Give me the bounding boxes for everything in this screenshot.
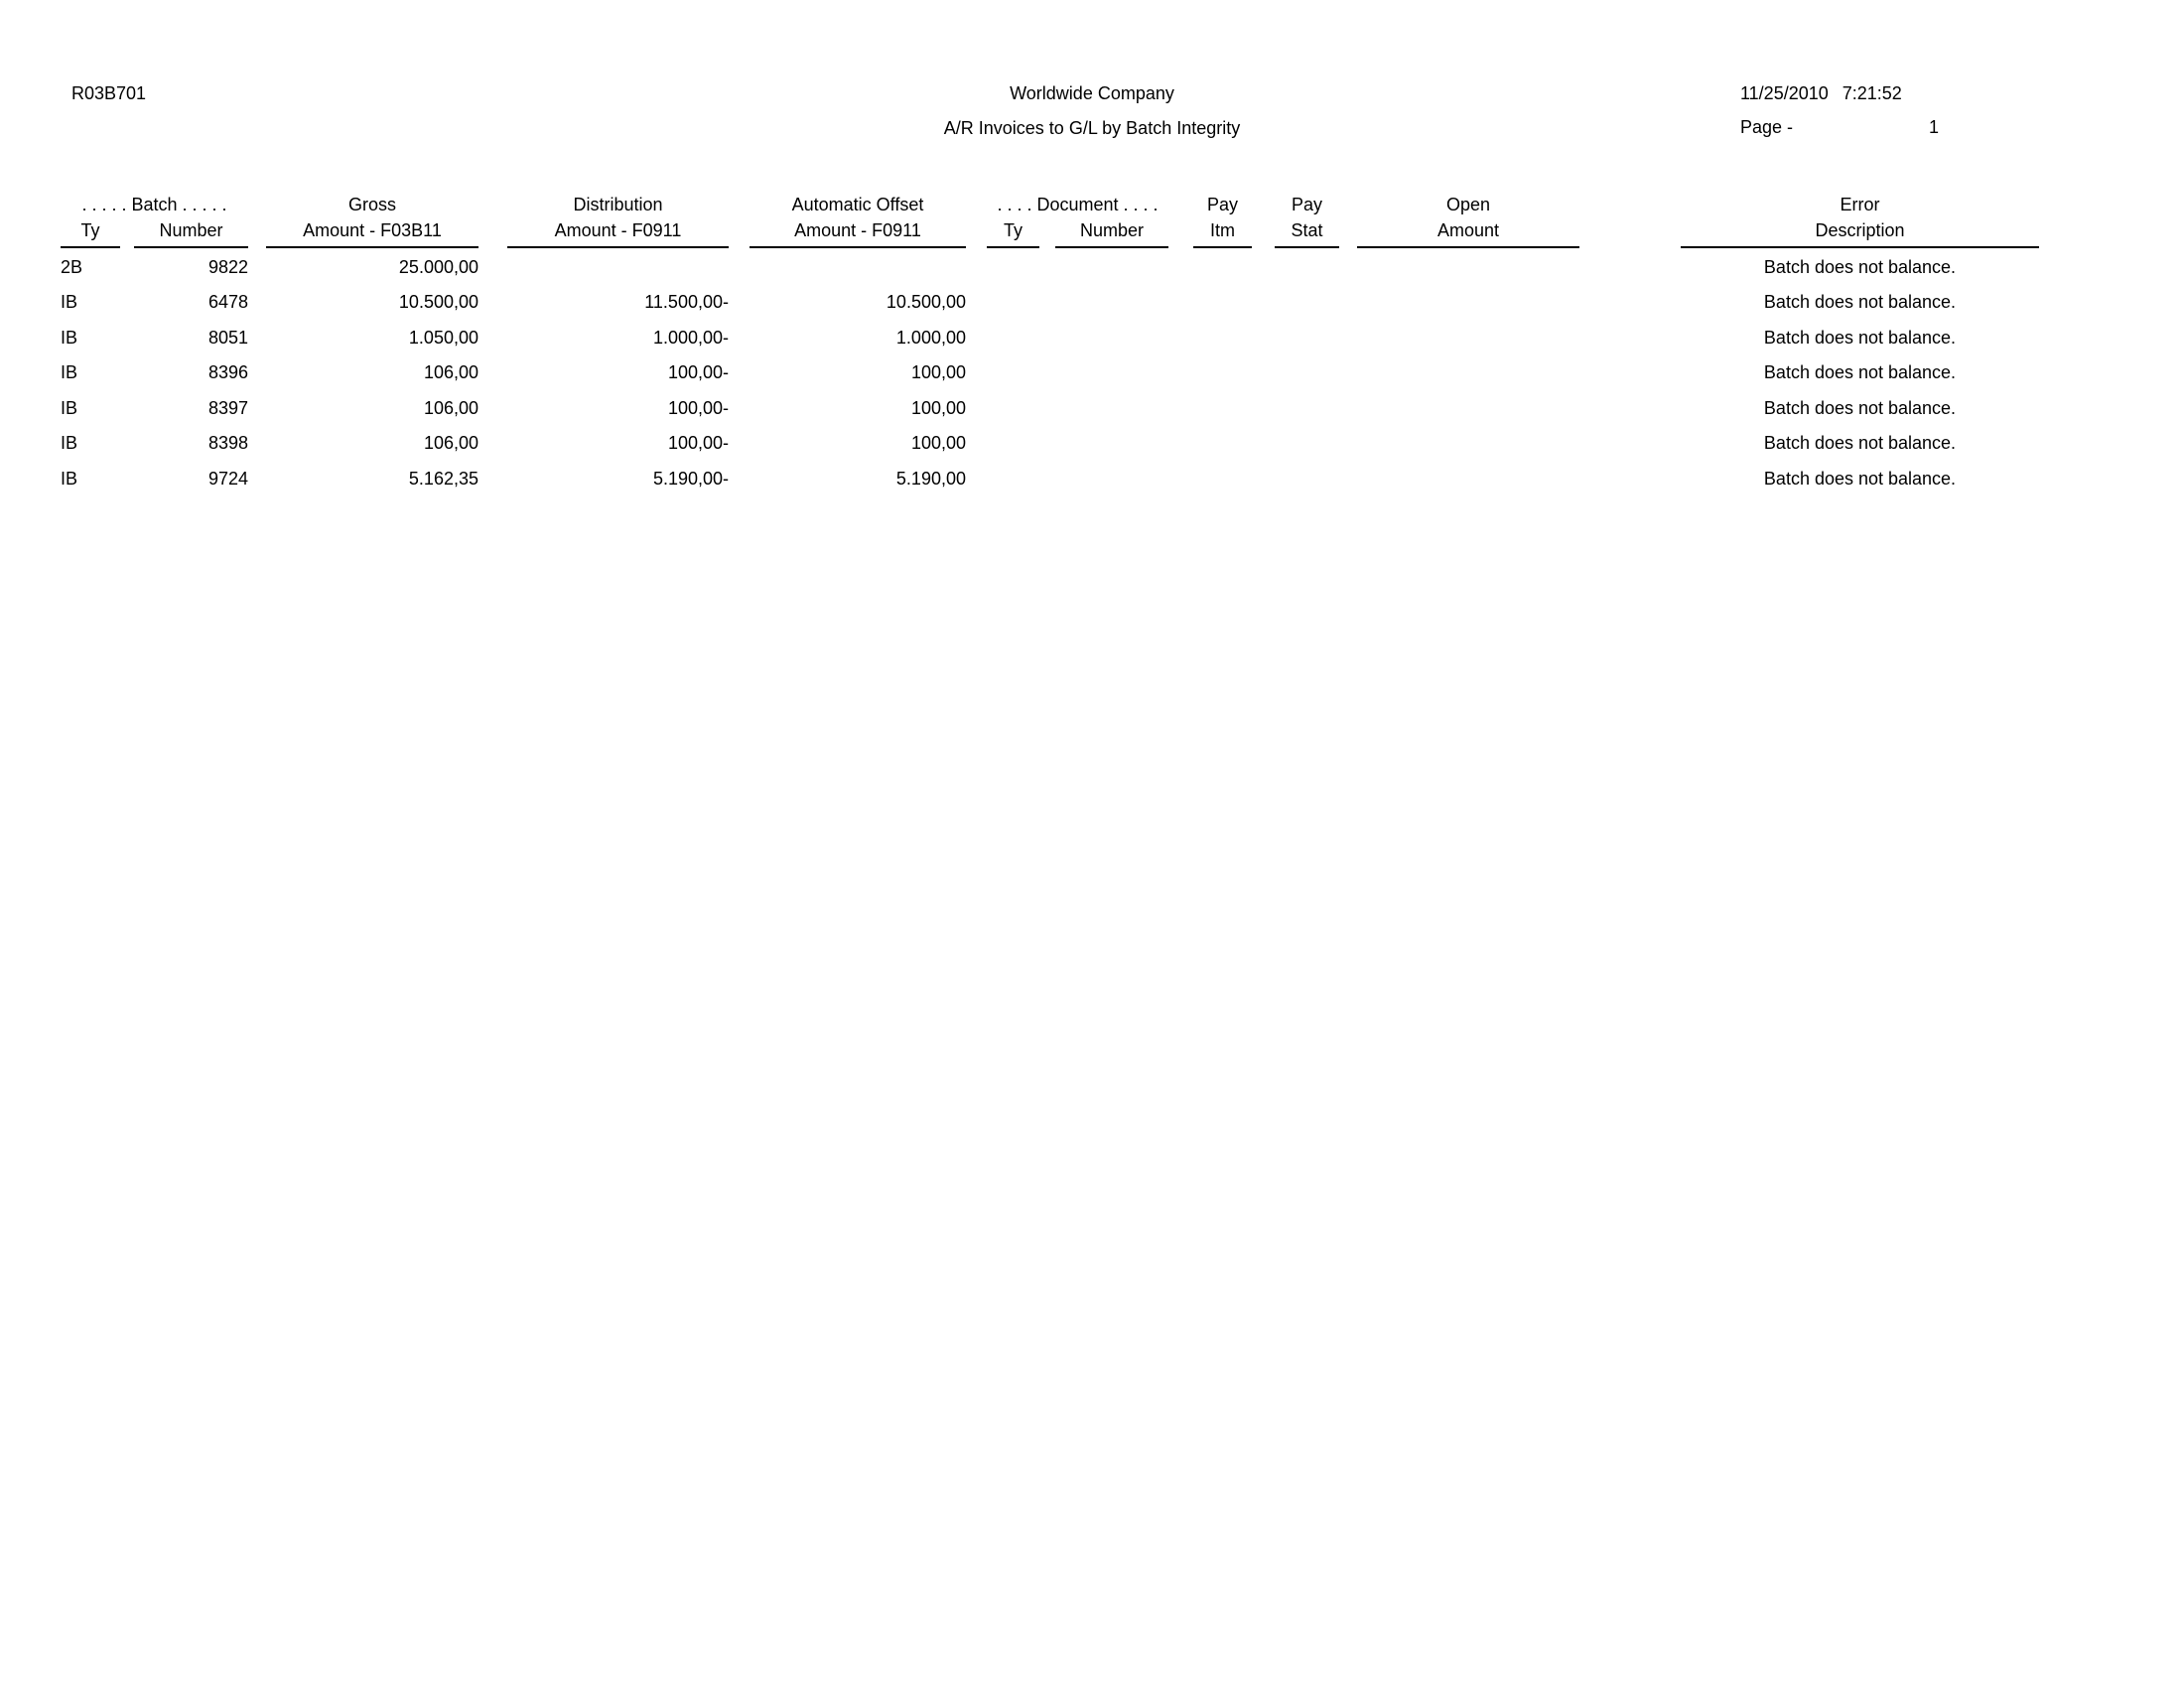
gross-amount-cell: 5.162,35 [408, 468, 478, 489]
pay-stat-header-line1: Pay [1291, 195, 1323, 214]
pay-itm-header-line1: Pay [1206, 195, 1239, 214]
batch-type-cell: IB [61, 362, 78, 383]
page-label: Page - [1740, 117, 1794, 137]
gross-amount-cell: 10.500,00 [398, 292, 478, 313]
table-header-group-row [0, 195, 2184, 216]
batch-type-cell: IB [61, 433, 78, 454]
table-row [0, 286, 2184, 322]
table-row [0, 250, 2184, 286]
batch-number-cell: 8397 [207, 397, 248, 418]
table-header [0, 195, 2184, 248]
document-group-header: . . . . Document . . . . [997, 195, 1159, 214]
table-row [0, 356, 2184, 392]
program-id: R03B701 [71, 83, 147, 103]
pay-stat-header-line2: Stat [1275, 220, 1339, 249]
page-indicator [1740, 117, 1939, 139]
gross-amount-cell: 1.050,00 [408, 327, 478, 348]
pay-itm-header-line2: Itm [1193, 220, 1252, 249]
gross-header-line1: Gross [347, 195, 396, 214]
distribution-amount-cell: 5.190,00- [652, 468, 729, 489]
error-description-cell: Batch does not balance. [1763, 397, 1957, 418]
offset-amount-cell: 1.000,00 [895, 327, 966, 348]
report-datetime [1740, 83, 1902, 105]
document-ty-header: Ty [987, 220, 1039, 249]
batch-number-cell: 9822 [207, 256, 248, 277]
report-rows [0, 250, 2184, 497]
batch-number-header: Number [134, 220, 248, 249]
table-header-column-row [0, 220, 2184, 249]
open-header-line2: Amount [1357, 220, 1579, 249]
distribution-amount-cell: 11.500,00- [644, 292, 729, 313]
offset-amount-cell: 5.190,00 [895, 468, 966, 489]
offset-amount-cell: 100,00 [910, 362, 966, 383]
batch-type-cell: IB [61, 397, 78, 418]
table-row [0, 462, 2184, 497]
distribution-header-line2: Amount - F0911 [507, 220, 729, 249]
error-description-cell: Batch does not balance. [1763, 468, 1957, 489]
report-date: 11/25/2010 [1740, 83, 1829, 103]
report-time: 7:21:52 [1842, 83, 1902, 103]
batch-number-cell: 8398 [207, 433, 248, 454]
gross-amount-cell: 106,00 [423, 433, 478, 454]
gross-amount-cell: 106,00 [423, 362, 478, 383]
batch-group-header: . . . . . Batch . . . . . [81, 195, 227, 214]
distribution-amount-cell: 100,00- [667, 362, 729, 383]
offset-amount-cell: 100,00 [910, 397, 966, 418]
distribution-header-line1: Distribution [573, 195, 663, 214]
batch-number-cell: 8051 [207, 327, 248, 348]
distribution-amount-cell: 100,00- [667, 397, 729, 418]
batch-type-cell: 2B [61, 256, 83, 277]
offset-header-line1: Automatic Offset [791, 195, 924, 214]
offset-amount-cell: 10.500,00 [886, 292, 966, 313]
distribution-amount-cell: 1.000,00- [652, 327, 729, 348]
batch-number-cell: 6478 [207, 292, 248, 313]
error-description-cell: Batch does not balance. [1763, 256, 1957, 277]
company-name: Worldwide Company [1010, 83, 1174, 103]
error-description-cell: Batch does not balance. [1763, 433, 1957, 454]
batch-number-cell: 8396 [207, 362, 248, 383]
batch-type-cell: IB [61, 327, 78, 348]
distribution-amount-cell: 100,00- [667, 433, 729, 454]
gross-amount-cell: 106,00 [423, 397, 478, 418]
document-number-header: Number [1055, 220, 1168, 249]
error-header-line1: Error [1840, 195, 1880, 214]
batch-ty-header: Ty [61, 220, 120, 249]
error-header-line2: Description [1681, 220, 2039, 249]
offset-header-line2: Amount - F0911 [750, 220, 966, 249]
batch-type-cell: IB [61, 468, 78, 489]
error-description-cell: Batch does not balance. [1763, 292, 1957, 313]
open-header-line1: Open [1445, 195, 1491, 214]
gross-header-line2: Amount - F03B11 [266, 220, 478, 249]
table-row [0, 391, 2184, 427]
table-row [0, 321, 2184, 356]
table-row [0, 427, 2184, 463]
batch-type-cell: IB [61, 292, 78, 313]
error-description-cell: Batch does not balance. [1763, 327, 1957, 348]
report-title: A/R Invoices to G/L by Batch Integrity [943, 117, 1241, 138]
gross-amount-cell: 25.000,00 [398, 256, 478, 277]
error-description-cell: Batch does not balance. [1763, 362, 1957, 383]
page-number: 1 [1928, 117, 1939, 137]
batch-number-cell: 9724 [207, 468, 248, 489]
offset-amount-cell: 100,00 [910, 433, 966, 454]
